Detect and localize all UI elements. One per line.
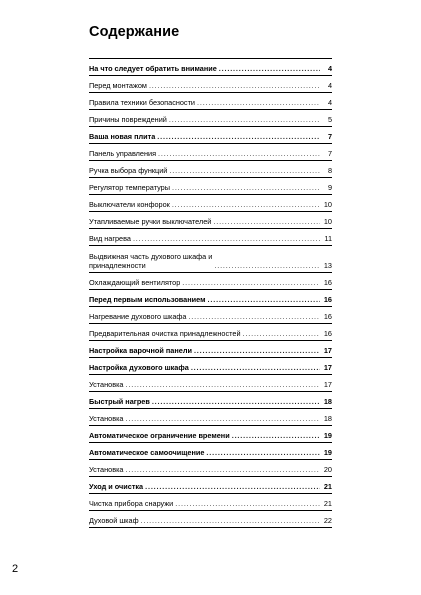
toc-entry-page: 18: [323, 414, 332, 423]
toc-entry: [89, 93, 332, 110]
toc-dot-leader: [219, 64, 320, 73]
toc-dot-leader: [157, 132, 320, 141]
toc-entry: [89, 392, 332, 409]
toc-entry-title: Ваша новая плита: [89, 132, 156, 141]
toc-dot-leader: [243, 329, 320, 338]
toc-entry-title: Чистка прибора снаружи: [89, 499, 174, 508]
toc-dot-leader: [126, 380, 321, 389]
toc-entry-title: Установка: [89, 380, 124, 389]
toc-dot-leader: [145, 482, 320, 491]
toc-entry: [89, 144, 332, 161]
toc-entry-page: 8: [327, 166, 332, 175]
toc-entry-title: Выдвижная часть духового шкафа и принадлежности: [89, 252, 213, 270]
toc-entry: [89, 358, 332, 375]
toc-entry: [89, 246, 332, 273]
toc-entry-title: Охлаждающий вентилятор: [89, 278, 181, 287]
toc-entry-page: 4: [327, 81, 332, 90]
table-of-contents: [89, 58, 332, 528]
toc-dot-leader: [197, 98, 320, 107]
toc-entry-page: 17: [323, 380, 332, 389]
toc-dot-leader: [206, 448, 320, 457]
toc-dot-leader: [172, 183, 320, 192]
toc-entry-title: Нагревание духового шкафа: [89, 312, 187, 321]
toc-dot-leader: [191, 363, 320, 372]
toc-dot-leader: [213, 217, 320, 226]
toc-entry-title: Выключатели конфорок: [89, 200, 170, 209]
toc-entry: [89, 477, 332, 494]
toc-entry-page: 17: [323, 346, 332, 355]
toc-entry: [89, 195, 332, 212]
toc-entry-title: Вид нагрева: [89, 234, 131, 243]
toc-dot-leader: [169, 115, 320, 124]
toc-entry: [89, 307, 332, 324]
toc-dot-leader: [188, 312, 320, 321]
toc-entry: [89, 178, 332, 195]
toc-entry: [89, 212, 332, 229]
toc-entry: [89, 494, 332, 511]
toc-entry: [89, 161, 332, 178]
toc-dot-leader: [133, 234, 320, 243]
toc-entry-page: 10: [323, 217, 332, 226]
toc-entry-title: Духовой шкаф: [89, 516, 139, 525]
toc-entry-page: 16: [323, 329, 332, 338]
toc-entry-page: 17: [323, 363, 332, 372]
toc-entry-title: Перед монтажом: [89, 81, 147, 90]
toc-dot-leader: [126, 414, 321, 423]
toc-entry-title: Настройка духового шкафа: [89, 363, 189, 372]
toc-entry-title: Панель управления: [89, 149, 157, 158]
page-number: 2: [12, 563, 19, 575]
toc-entry: [89, 76, 332, 93]
toc-dot-leader: [149, 81, 320, 90]
toc-entry: [89, 409, 332, 426]
toc-entry: [89, 341, 332, 358]
toc-entry-page: 5: [327, 115, 332, 124]
toc-dot-leader: [141, 516, 320, 525]
toc-dot-leader: [169, 166, 320, 175]
toc-entry-page: 21: [323, 482, 332, 491]
toc-entry-page: 11: [324, 234, 332, 243]
toc-entry-page: 9: [327, 183, 332, 192]
toc-entry-title: Утапливаемые ручки выключателей: [89, 217, 212, 226]
toc-entry: [89, 290, 332, 307]
toc-entry-title: Причины повреждений: [89, 115, 167, 124]
toc-entry-page: 18: [323, 397, 332, 406]
toc-dot-leader: [175, 499, 320, 508]
toc-entry-title: Регулятор температуры: [89, 183, 170, 192]
toc-entry: [89, 273, 332, 290]
toc-dot-leader: [182, 278, 320, 287]
toc-entry-title: Быстрый нагрев: [89, 397, 150, 406]
toc-entry-title: На что следует обратить внимание: [89, 64, 217, 73]
toc-entry-page: 7: [327, 149, 332, 158]
toc-entry-page: 21: [323, 499, 332, 508]
toc-entry-page: 19: [323, 448, 332, 457]
toc-entry-page: 7: [327, 132, 332, 141]
toc-entry-title: Ручка выбора функций: [89, 166, 168, 175]
toc-entry-title: Предварительная очистка принадлежностей: [89, 329, 241, 338]
toc-entry-page: 22: [323, 516, 332, 525]
toc-entry-page: 4: [327, 98, 332, 107]
toc-dot-leader: [214, 261, 320, 270]
toc-dot-leader: [126, 465, 321, 474]
toc-dot-leader: [194, 346, 320, 355]
toc-entry-title: Установка: [89, 414, 124, 423]
toc-entry: [89, 460, 332, 477]
toc-entry-page: 4: [327, 64, 332, 73]
toc-entry-page: 19: [323, 431, 332, 440]
toc-entry-title: Правила техники безопасности: [89, 98, 195, 107]
toc-entry-page: 16: [323, 295, 332, 304]
toc-entry-title: Настройка варочной панели: [89, 346, 192, 355]
toc-entry: [89, 59, 332, 76]
toc-entry-title: Автоматическое ограничение времени: [89, 431, 230, 440]
toc-dot-leader: [208, 295, 321, 304]
toc-dot-leader: [158, 149, 320, 158]
toc-entry-page: 13: [323, 261, 332, 270]
toc-entry-page: 16: [323, 312, 332, 321]
toc-entry: [89, 110, 332, 127]
toc-entry-title: Автоматическое самоочищение: [89, 448, 205, 457]
toc-entry-title: Установка: [89, 465, 124, 474]
toc-entry: [89, 127, 332, 144]
toc-entry-page: 10: [323, 200, 332, 209]
toc-entry: [89, 375, 332, 392]
toc-entry: [89, 443, 332, 460]
toc-entry: [89, 511, 332, 528]
toc-dot-leader: [232, 431, 320, 440]
toc-dot-leader: [172, 200, 320, 209]
toc-entry: [89, 324, 332, 341]
toc-dot-leader: [152, 397, 320, 406]
toc-entry: [89, 229, 332, 246]
page-title: Содержание: [89, 24, 180, 40]
toc-entry-title: Перед первым использованием: [89, 295, 206, 304]
toc-entry-title: Уход и очистка: [89, 482, 144, 491]
toc-entry-page: 20: [323, 465, 332, 474]
toc-entry: [89, 426, 332, 443]
toc-entry-page: 16: [323, 278, 332, 287]
